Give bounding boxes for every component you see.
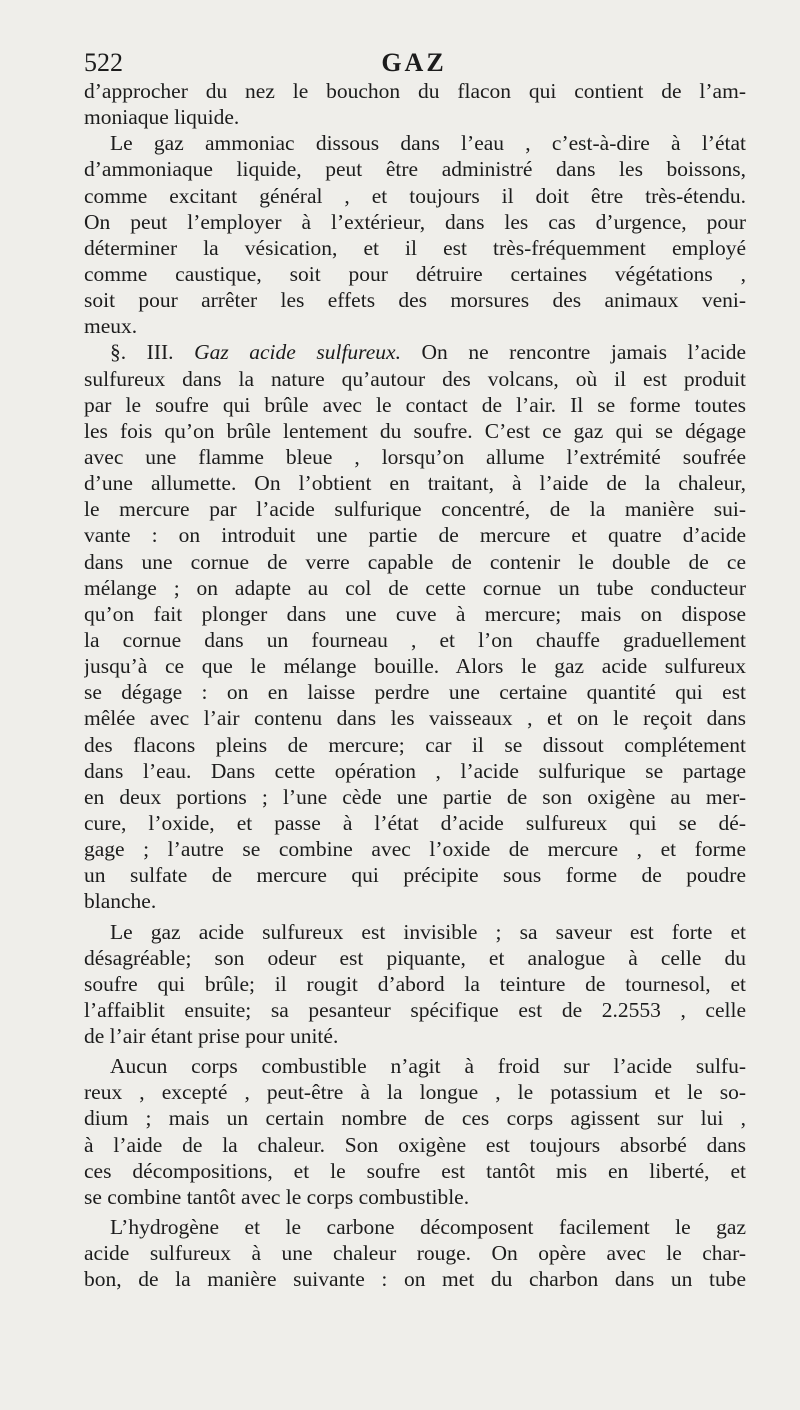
text-line: avec une flamme bleue , lorsqu’on allume l’extrémité soufrée (84, 444, 746, 469)
text-line: dans une cornue de verre capable de contenir le double de ce (84, 549, 746, 574)
section-number: §. III. (110, 340, 174, 365)
text-line: qu’on fait plonger dans une cuve à mercure; mais on dispose (84, 601, 746, 626)
text-line: mélange ; on adapte au col de cette cornue un tube conducteur (84, 575, 746, 600)
text-line: en deux portions ; l’une cède une partie de son oxigène au mer- (84, 784, 746, 809)
text-line: se dégage : on en laisse perdre une certaine quantité qui est (84, 680, 746, 705)
text-line: On peut l’employer à l’extérieur, dans les cas d’urgence, pour (84, 209, 746, 234)
text-line: soufre qui brûle; il rougit d’abord la teinture de tournesol, et (84, 971, 746, 996)
text-line: déterminer la vésication, et il est très-fréquemment employé (84, 235, 746, 260)
text-line: Le gaz acide sulfureux est invisible ; sa saveur est forte et (110, 919, 746, 944)
section-title: Gaz acide sulfureux. (194, 340, 401, 365)
text-line: Aucun corps combustible n’agit à froid sur l’acide sulfu- (110, 1054, 746, 1079)
paragraph (84, 919, 746, 1050)
text-line: bon, de la manière suivante : on met du charbon dans un tube (84, 1267, 746, 1292)
text-line: mêlée avec l’air contenu dans les vaisseaux , et on le reçoit dans (84, 706, 746, 731)
text-line: Le gaz ammoniac dissous dans l’eau , c’est-à-dire à l’état (110, 131, 746, 156)
text-line: désagréable; son odeur est piquante, et analogue à celle du (84, 945, 746, 970)
text-line: L’hydrogène et le carbone décomposent facilement le gaz (110, 1215, 746, 1240)
text-line: les fois qu’on brûle lentement du soufre. C’est ce gaz qui se dégage (84, 418, 746, 443)
text-line: d’ammoniaque liquide, peut être administré dans les boissons, (84, 157, 746, 182)
text-line: à l’aide de la chaleur. Son oxigène est toujours absorbé dans (84, 1132, 746, 1157)
text-line: comme excitant général , et toujours il doit être très-étendu. (84, 183, 746, 208)
paragraph (84, 130, 746, 339)
text-line: sulfureux dans la nature qu’autour des volcans, où il est produit (84, 366, 746, 391)
page-header (84, 46, 744, 80)
text-line: de l’air étant prise pour unité. (84, 1024, 339, 1049)
text-line: le mercure par l’acide sulfurique concentré, de la manière sui- (84, 497, 746, 522)
text-line: reux , excepté , peut-être à la longue , le potassium et le so- (84, 1080, 746, 1105)
section-paragraph (84, 339, 746, 914)
text-line: moniaque liquide. (84, 105, 240, 130)
text-line: vante : on introduit une partie de mercure et quatre d’acide (84, 523, 746, 548)
text-line: acide sulfureux à une chaleur rouge. On opère avec le char- (84, 1241, 746, 1266)
text-line: des flacons pleins de mercure; car il se dissout complétement (84, 732, 746, 757)
paragraph (84, 78, 746, 130)
text-line: meux. (84, 314, 138, 339)
text-line: On ne rencontre jamais l’acide (421, 340, 746, 365)
paragraph (84, 1053, 746, 1210)
text-line: un sulfate de mercure qui précipite sous forme de poudre (84, 863, 746, 888)
text-line: cure, l’oxide, et passe à l’état d’acide sulfureux qui se dé- (84, 810, 746, 835)
text-line: par le soufre qui brûle avec le contact de l’air. Il se forme toutes (84, 392, 746, 417)
text-body (84, 78, 746, 1292)
text-line: se combine tantôt avec le corps combustible. (84, 1184, 470, 1209)
page-number: 522 (84, 48, 123, 77)
text-line: la cornue dans un fourneau , et l’on chauffe graduellement (84, 627, 746, 652)
section-heading-line (84, 339, 746, 365)
text-line: jusqu’à ce que le mélange bouille. Alors le gaz acide sulfureux (84, 654, 746, 679)
text-line: d’approcher du nez le bouchon du flacon qui contient de l’am- (84, 79, 746, 103)
text-line: l’affaiblit ensuite; sa pesanteur spécifique est de 2.2553 , celle (84, 997, 746, 1022)
text-line: dium ; mais un certain nombre de ces corps agissent sur lui , (84, 1106, 746, 1131)
running-title: GAZ (381, 48, 447, 77)
paragraph (84, 1214, 746, 1292)
text-line: comme caustique, soit pour détruire certaines végétations , (84, 261, 746, 286)
text-line: ces décompositions, et le soufre est tantôt mis en liberté, et (84, 1158, 746, 1183)
text-line: blanche. (84, 889, 157, 914)
text-line: d’une allumette. On l’obtient en traitant, à l’aide de la chaleur, (84, 471, 746, 496)
text-line: dans l’eau. Dans cette opération , l’acide sulfurique se partage (84, 758, 746, 783)
text-line: soit pour arrêter les effets des morsures des animaux veni- (84, 288, 746, 313)
text-line: gage ; l’autre se combine avec l’oxide de mercure , et forme (84, 837, 746, 862)
